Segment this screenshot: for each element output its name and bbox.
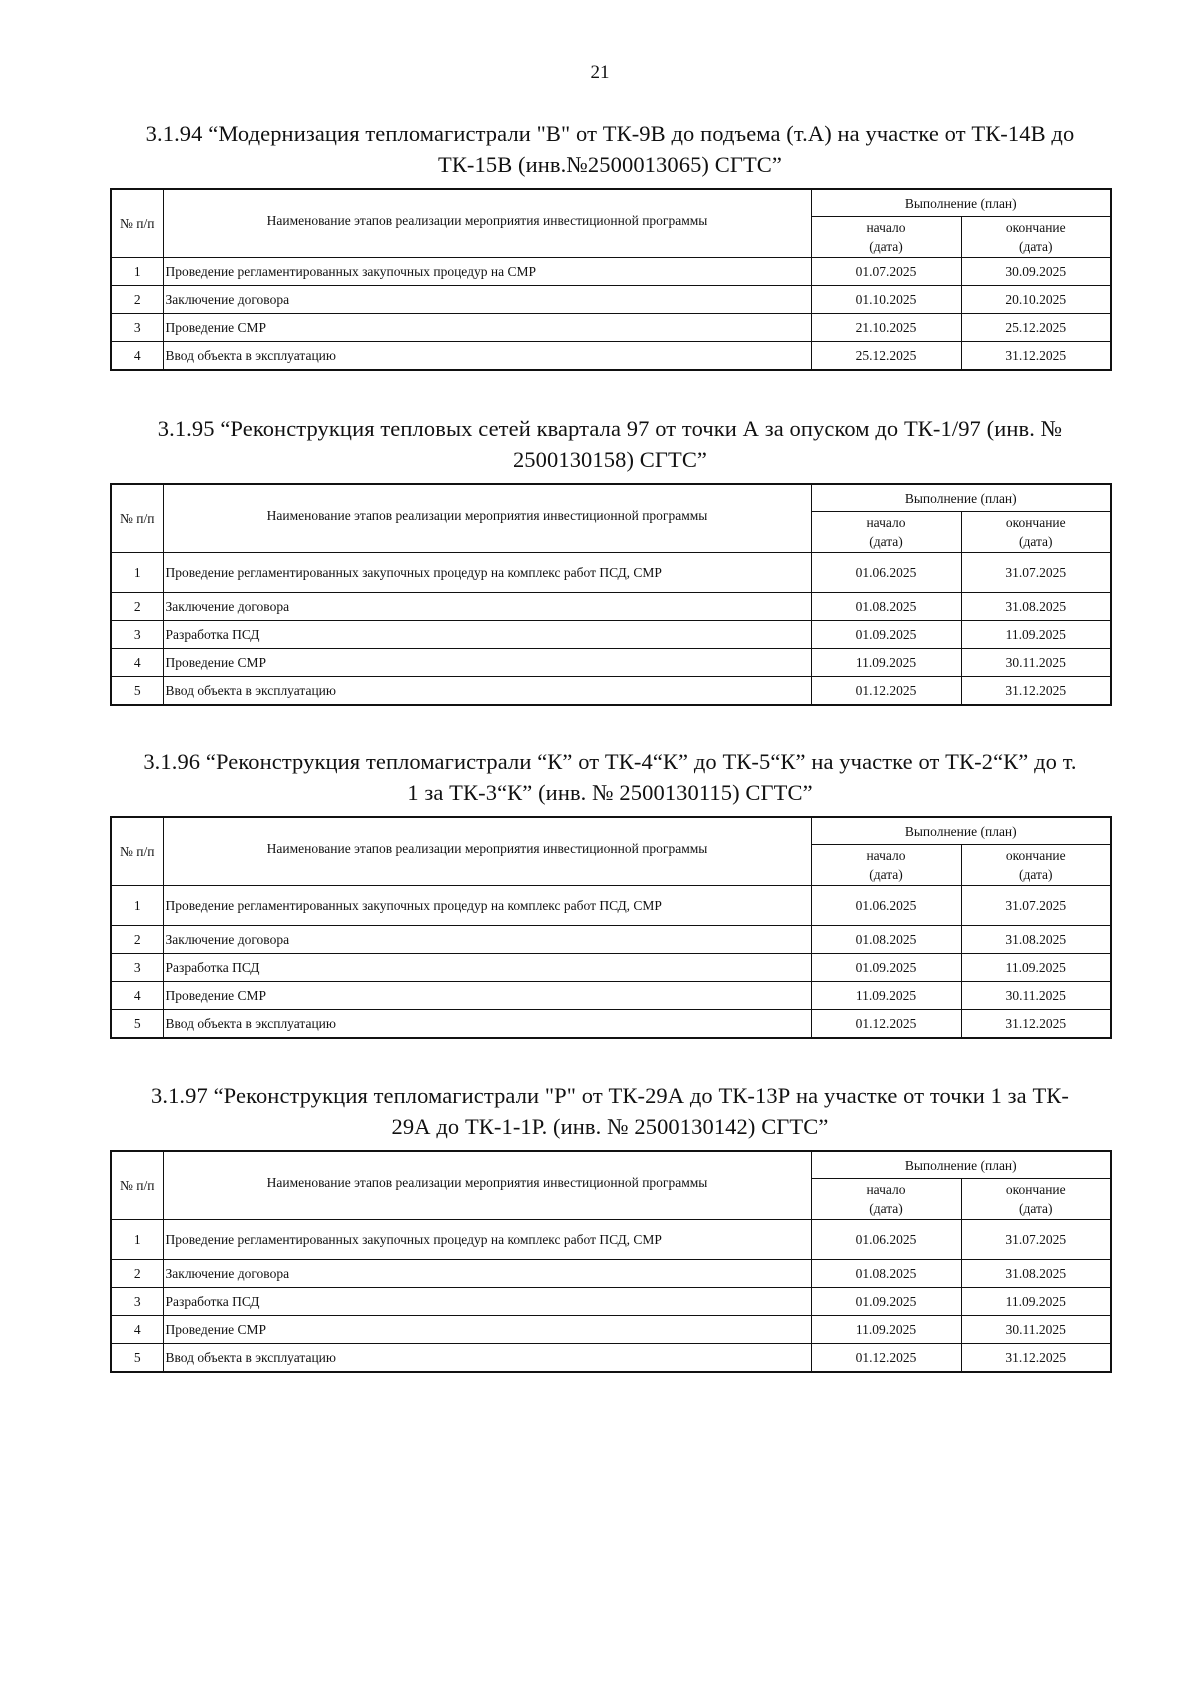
row-num: 3 xyxy=(111,621,163,649)
row-num: 2 xyxy=(111,593,163,621)
header-num: № п/п xyxy=(111,189,163,258)
row-num: 2 xyxy=(111,1260,163,1288)
row-num: 2 xyxy=(111,926,163,954)
header-end-unit: (дата) xyxy=(1018,867,1053,882)
row-stage-name: Ввод объекта в эксплуатацию xyxy=(163,1344,811,1372)
section-title-line: 3.1.95 “Реконструкция тепловых сетей квартала 97 от точки А за опуском до ТК-1/97 (инв. № xyxy=(157,416,1063,441)
row-num: 1 xyxy=(111,886,163,926)
table-row xyxy=(111,1220,1111,1260)
row-start-date: 01.06.2025 xyxy=(811,1220,961,1260)
row-end-date: 31.07.2025 xyxy=(961,886,1111,926)
row-num: 4 xyxy=(111,342,163,370)
row-end-date: 31.12.2025 xyxy=(961,342,1111,370)
row-num: 1 xyxy=(111,1220,163,1260)
row-end-date: 20.10.2025 xyxy=(961,286,1111,314)
header-start-date xyxy=(811,217,961,258)
table-row xyxy=(111,621,1111,649)
row-start-date: 01.08.2025 xyxy=(811,1260,961,1288)
section-title-line: 3.1.97 “Реконструкция тепломагистрали "Р" от ТК-29А до ТК-13Р на участке от точки 1 за ТК- xyxy=(151,1083,1069,1108)
row-end-date: 31.08.2025 xyxy=(961,926,1111,954)
table-row xyxy=(111,649,1111,677)
row-num: 3 xyxy=(111,954,163,982)
table-row xyxy=(111,258,1111,286)
header-start-unit: (дата) xyxy=(869,534,903,549)
row-num: 1 xyxy=(111,553,163,593)
row-end-date: 31.12.2025 xyxy=(961,1344,1111,1372)
table-row xyxy=(111,342,1111,370)
header-end-date xyxy=(961,845,1111,886)
section-title xyxy=(110,746,1110,808)
row-start-date: 01.07.2025 xyxy=(811,258,961,286)
header-end-unit: (дата) xyxy=(1018,239,1053,254)
row-start-date: 01.08.2025 xyxy=(811,593,961,621)
row-start-date: 11.09.2025 xyxy=(811,982,961,1010)
page-number: 21 xyxy=(590,62,610,83)
header-end-date xyxy=(961,1179,1111,1220)
section-title xyxy=(110,118,1110,180)
stages-table xyxy=(110,1150,1112,1373)
row-end-date: 30.11.2025 xyxy=(961,649,1111,677)
row-start-date: 01.12.2025 xyxy=(811,1010,961,1038)
row-end-date: 31.07.2025 xyxy=(961,553,1111,593)
row-end-date: 11.09.2025 xyxy=(961,1288,1111,1316)
row-stage-name: Разработка ПСД xyxy=(163,1288,811,1316)
row-start-date: 11.09.2025 xyxy=(811,1316,961,1344)
row-stage-name: Ввод объекта в эксплуатацию xyxy=(163,677,811,705)
table-row xyxy=(111,1010,1111,1038)
header-start-label: начало xyxy=(866,848,906,863)
table-row xyxy=(111,593,1111,621)
row-end-date: 11.09.2025 xyxy=(961,954,1111,982)
row-stage-name: Заключение договора xyxy=(163,1260,811,1288)
header-end-label: окончание xyxy=(1005,848,1066,863)
row-end-date: 30.09.2025 xyxy=(961,258,1111,286)
row-start-date: 01.09.2025 xyxy=(811,954,961,982)
header-end-date xyxy=(961,512,1111,553)
table-row xyxy=(111,926,1111,954)
header-num: № п/п xyxy=(111,484,163,553)
section-title-line: 29А до ТК-1-1Р. (инв. № 2500130142) СГТС” xyxy=(391,1114,829,1139)
row-stage-name: Заключение договора xyxy=(163,286,811,314)
row-num: 2 xyxy=(111,286,163,314)
row-stage-name: Проведение регламентированных закупочных процедур на комплекс работ ПСД, СМР xyxy=(163,886,811,926)
row-end-date: 31.08.2025 xyxy=(961,1260,1111,1288)
section-3-1-94 xyxy=(110,118,1110,371)
section-3-1-96 xyxy=(110,746,1110,1039)
section-title-line: 1 за ТК-3“К” (инв. № 2500130115) СГТС” xyxy=(407,780,813,805)
table-row xyxy=(111,1344,1111,1372)
section-3-1-95 xyxy=(110,413,1110,706)
header-num: № п/п xyxy=(111,817,163,886)
stages-table xyxy=(110,483,1112,706)
header-start-date xyxy=(811,1179,961,1220)
row-start-date: 01.12.2025 xyxy=(811,677,961,705)
table-row xyxy=(111,886,1111,926)
table-row xyxy=(111,677,1111,705)
row-stage-name: Разработка ПСД xyxy=(163,954,811,982)
header-execution-plan: Выполнение (план) xyxy=(811,189,1111,217)
row-stage-name: Разработка ПСД xyxy=(163,621,811,649)
row-stage-name: Проведение СМР xyxy=(163,649,811,677)
section-title-line: 2500130158) СГТС” xyxy=(512,447,708,472)
row-stage-name: Проведение регламентированных закупочных процедур на СМР xyxy=(163,258,811,286)
table-row xyxy=(111,286,1111,314)
header-end-label: окончание xyxy=(1005,1182,1066,1197)
row-stage-name: Проведение регламентированных закупочных процедур на комплекс работ ПСД, СМР xyxy=(163,553,811,593)
table-row xyxy=(111,314,1111,342)
row-start-date: 25.12.2025 xyxy=(811,342,961,370)
row-end-date: 31.07.2025 xyxy=(961,1220,1111,1260)
row-end-date: 31.12.2025 xyxy=(961,1010,1111,1038)
row-start-date: 21.10.2025 xyxy=(811,314,961,342)
row-stage-name: Проведение СМР xyxy=(163,982,811,1010)
row-end-date: 30.11.2025 xyxy=(961,1316,1111,1344)
header-start-date xyxy=(811,845,961,886)
row-stage-name: Проведение СМР xyxy=(163,1316,811,1344)
row-stage-name: Проведение регламентированных закупочных процедур на комплекс работ ПСД, СМР xyxy=(163,1220,811,1260)
row-start-date: 01.09.2025 xyxy=(811,621,961,649)
row-stage-name: Заключение договора xyxy=(163,926,811,954)
row-start-date: 01.08.2025 xyxy=(811,926,961,954)
header-stage-name: Наименование этапов реализации мероприятия инвестиционной программы xyxy=(163,484,811,553)
section-title-line: 3.1.94 “Модернизация тепломагистрали "В" от ТК-9В до подъема (т.А) на участке от ТК-14В до xyxy=(145,121,1075,146)
section-title xyxy=(110,1080,1110,1142)
row-start-date: 01.09.2025 xyxy=(811,1288,961,1316)
row-stage-name: Ввод объекта в эксплуатацию xyxy=(163,342,811,370)
table-row xyxy=(111,1260,1111,1288)
row-num: 5 xyxy=(111,1344,163,1372)
header-stage-name: Наименование этапов реализации мероприятия инвестиционной программы xyxy=(163,817,811,886)
row-num: 5 xyxy=(111,1010,163,1038)
row-num: 3 xyxy=(111,314,163,342)
row-num: 4 xyxy=(111,982,163,1010)
header-start-unit: (дата) xyxy=(869,1201,903,1216)
section-title-line: ТК-15В (инв.№2500013065) СГТС” xyxy=(437,152,783,177)
header-start-date xyxy=(811,512,961,553)
row-start-date: 01.12.2025 xyxy=(811,1344,961,1372)
row-num: 5 xyxy=(111,677,163,705)
table-row xyxy=(111,954,1111,982)
row-start-date: 11.09.2025 xyxy=(811,649,961,677)
row-num: 4 xyxy=(111,1316,163,1344)
header-stage-name: Наименование этапов реализации мероприятия инвестиционной программы xyxy=(163,1151,811,1220)
row-end-date: 30.11.2025 xyxy=(961,982,1111,1010)
row-start-date: 01.10.2025 xyxy=(811,286,961,314)
header-end-unit: (дата) xyxy=(1018,1201,1053,1216)
row-end-date: 31.08.2025 xyxy=(961,593,1111,621)
row-start-date: 01.06.2025 xyxy=(811,886,961,926)
stages-table xyxy=(110,816,1112,1039)
row-num: 4 xyxy=(111,649,163,677)
table-row xyxy=(111,1316,1111,1344)
row-end-date: 31.12.2025 xyxy=(961,677,1111,705)
header-execution-plan: Выполнение (план) xyxy=(811,484,1111,512)
row-num: 1 xyxy=(111,258,163,286)
header-start-label: начало xyxy=(866,515,906,530)
header-start-unit: (дата) xyxy=(869,867,903,882)
header-end-date xyxy=(961,217,1111,258)
header-end-unit: (дата) xyxy=(1018,534,1053,549)
row-end-date: 25.12.2025 xyxy=(961,314,1111,342)
header-num: № п/п xyxy=(111,1151,163,1220)
stages-table xyxy=(110,188,1112,371)
header-execution-plan: Выполнение (план) xyxy=(811,1151,1111,1179)
row-end-date: 11.09.2025 xyxy=(961,621,1111,649)
header-end-label: окончание xyxy=(1005,515,1066,530)
row-stage-name: Ввод объекта в эксплуатацию xyxy=(163,1010,811,1038)
row-stage-name: Заключение договора xyxy=(163,593,811,621)
section-3-1-97 xyxy=(110,1080,1110,1373)
section-title-line: 3.1.96 “Реконструкция тепломагистрали “К” от ТК-4“К” до ТК-5“К” на участке от ТК-2“К” до т. xyxy=(143,749,1077,774)
table-row xyxy=(111,982,1111,1010)
header-execution-plan: Выполнение (план) xyxy=(811,817,1111,845)
header-start-label: начало xyxy=(866,1182,906,1197)
table-row xyxy=(111,1288,1111,1316)
header-start-unit: (дата) xyxy=(869,239,903,254)
header-start-label: начало xyxy=(866,220,906,235)
row-num: 3 xyxy=(111,1288,163,1316)
section-title xyxy=(110,413,1110,475)
header-end-label: окончание xyxy=(1005,220,1066,235)
row-start-date: 01.06.2025 xyxy=(811,553,961,593)
row-stage-name: Проведение СМР xyxy=(163,314,811,342)
table-row xyxy=(111,553,1111,593)
header-stage-name: Наименование этапов реализации мероприятия инвестиционной программы xyxy=(163,189,811,258)
